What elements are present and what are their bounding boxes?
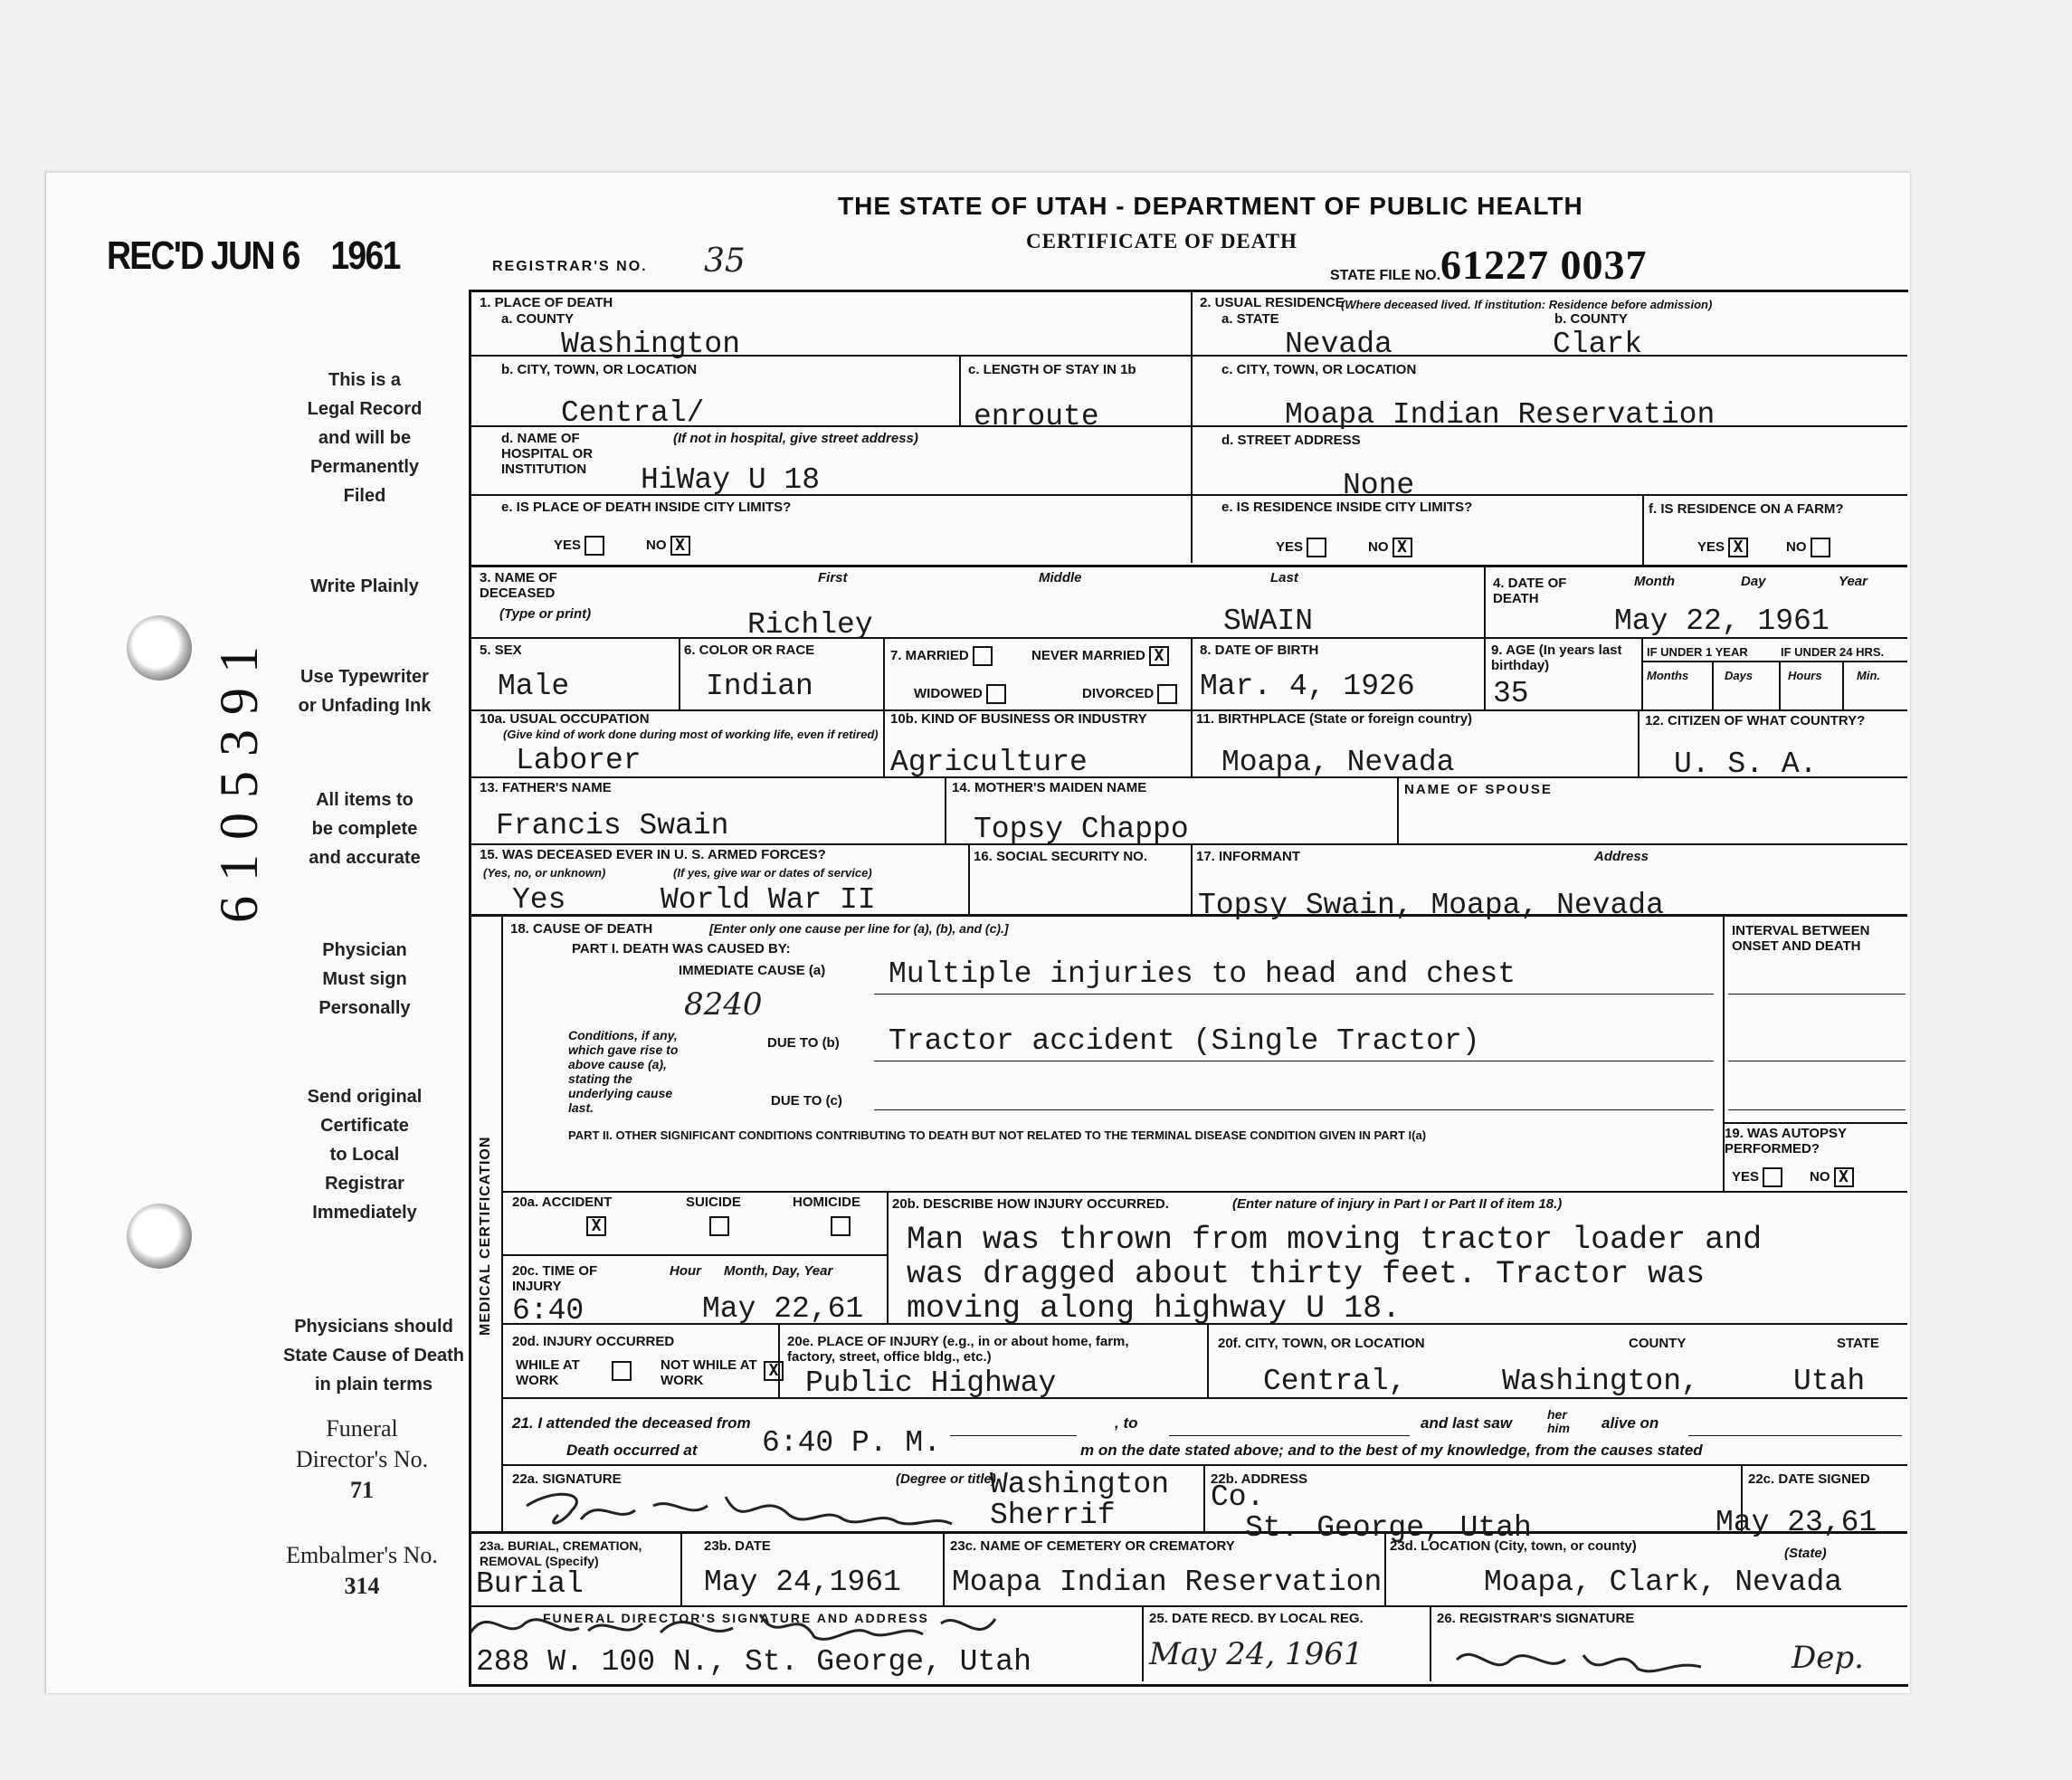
- while-at-work-box[interactable]: [608, 1361, 632, 1381]
- punch-hole-top: [127, 615, 192, 681]
- usual-res-note: (Where deceased lived. If institution: Residence before admission): [1341, 298, 1713, 311]
- length-stay: enroute: [974, 400, 1099, 433]
- first-name: Richley: [747, 608, 873, 642]
- label-injury-city: 20f. CITY, TOWN, OR LOCATION: [1218, 1336, 1425, 1351]
- death-county: Washington: [561, 328, 741, 361]
- autopsy-yes[interactable]: YES: [1732, 1167, 1782, 1187]
- label-place-of-death: 1. PLACE OF DEATH: [480, 295, 613, 310]
- label-describe: 20b. DESCRIBE HOW INJURY OCCURRED.: [892, 1196, 1169, 1212]
- state-file-no: 61227 0037: [1440, 242, 1648, 288]
- married[interactable]: 7. MARRIED: [890, 646, 993, 666]
- armed-service: Yes: [512, 883, 566, 917]
- burial-location: Moapa, Clark, Nevada: [1484, 1566, 1843, 1599]
- cause-b: Tractor accident (Single Tractor): [889, 1024, 1480, 1058]
- label-time-injury: 20c. TIME OF INJURY: [512, 1263, 598, 1294]
- label-location: 23d. LOCATION (City, town, or county): [1390, 1538, 1637, 1554]
- side-note: Physician Must sign Personally: [318, 940, 411, 1018]
- birthplace: Moapa, Nevada: [1221, 746, 1455, 779]
- label-mdy: Month, Day, Year: [724, 1263, 833, 1279]
- label-injury-occurred: 20d. INJURY OCCURRED: [512, 1334, 675, 1349]
- res-city: Moapa Indian Reservation: [1285, 398, 1716, 432]
- label-her-him: her him: [1547, 1407, 1570, 1435]
- side-note: Send original Certificate to Local Registrar Immediately: [307, 1087, 423, 1223]
- label-degree: (Degree or title): [896, 1471, 996, 1487]
- label-months: Months: [1647, 669, 1689, 682]
- occupation: Laborer: [516, 744, 642, 777]
- place-injury: Public Highway: [805, 1366, 1057, 1400]
- label-hour: Hour: [670, 1263, 701, 1279]
- label-cemetery: 23c. NAME OF CEMETERY OR CREMATORY: [950, 1538, 1235, 1554]
- label-mother: 14. MOTHER'S MAIDEN NAME: [952, 780, 1147, 795]
- label-homicide: HOMICIDE: [793, 1195, 860, 1210]
- label-burial: 23a. BURIAL, CREMATION, REMOVAL (Specify): [480, 1538, 642, 1568]
- form-subtitle: CERTIFICATE OF DEATH: [1026, 230, 1297, 252]
- father-name: Francis Swain: [496, 809, 729, 842]
- label-burial-date: 23b. DATE: [704, 1538, 771, 1554]
- injury-city: Central,: [1263, 1365, 1407, 1398]
- widowed[interactable]: WIDOWED: [914, 684, 1006, 704]
- label-alive-on: alive on: [1602, 1414, 1659, 1432]
- registrar-signature: [1448, 1632, 1719, 1687]
- divorced[interactable]: DIVORCED: [1082, 684, 1177, 704]
- farm-no[interactable]: NO: [1786, 538, 1830, 557]
- label-date-death: 4. DATE OF DEATH: [1493, 576, 1567, 606]
- date-signed: May 23,61: [1716, 1506, 1877, 1539]
- label-race: 6. COLOR OR RACE: [684, 643, 815, 658]
- cemetery: Moapa Indian Reservation: [952, 1566, 1383, 1599]
- label-days: Days: [1725, 669, 1754, 682]
- label-usual-res: 2. USUAL RESIDENCE: [1200, 295, 1345, 310]
- label-length-stay: c. LENGTH OF STAY IN 1b: [968, 362, 1136, 377]
- label-suicide: SUICIDE: [686, 1195, 741, 1210]
- punch-hole-bottom: [127, 1204, 192, 1269]
- state-file-label: STATE FILE NO.: [1330, 268, 1441, 283]
- label-last-saw: and last saw: [1421, 1414, 1513, 1432]
- label-place-injury: 20e. PLACE OF INJURY (e.g., in or about home, farm, factory, street, office bldg., etc.): [787, 1334, 1129, 1365]
- label-last: Last: [1270, 570, 1298, 585]
- label-to: , to: [1115, 1414, 1138, 1432]
- describe-line-1: Man was thrown from moving tractor loader and: [907, 1222, 1763, 1258]
- cause-note: [Enter only one cause per line for (a), (b), and (c).]: [709, 921, 1009, 936]
- label-city: b. CITY, TOWN, OR LOCATION: [501, 362, 698, 377]
- label-under24: IF UNDER 24 HRS.: [1781, 645, 1885, 659]
- date-of-birth: Mar. 4, 1926: [1200, 670, 1415, 703]
- hospital-note: (If not in hospital, give street address): [673, 431, 918, 446]
- time-injury: 6:40: [512, 1294, 585, 1328]
- label-registrar-signature: 26. REGISTRAR'S SIGNATURE: [1437, 1611, 1635, 1626]
- label-res-city: c. CITY, TOWN, OR LOCATION: [1221, 362, 1417, 377]
- registrar-no: 35: [704, 243, 746, 280]
- label-farm: f. IS RESIDENCE ON A FARM?: [1649, 501, 1844, 517]
- label-address: Address: [1594, 849, 1649, 864]
- armed-note2: (If yes, give war or dates of service): [673, 866, 872, 880]
- label-injury-county: COUNTY: [1629, 1336, 1687, 1351]
- label-death-at: Death occurred at: [566, 1442, 698, 1459]
- label-county: a. COUNTY: [501, 311, 575, 327]
- signer-address-1: Co.: [1211, 1480, 1265, 1514]
- label-name: 3. NAME OF DECEASED: [480, 570, 557, 601]
- accident[interactable]: 20a. ACCIDENT: [512, 1195, 613, 1210]
- never-married[interactable]: NEVER MARRIED X: [1031, 646, 1169, 666]
- mother-name: Topsy Chappo: [974, 813, 1189, 846]
- label-dob: 8. DATE OF BIRTH: [1200, 643, 1319, 658]
- death-inside-city-yes[interactable]: YES: [554, 536, 604, 556]
- res-county: Clark: [1553, 328, 1643, 361]
- label-date-recd: 25. DATE RECD. BY LOCAL REG.: [1149, 1611, 1364, 1626]
- label-first: First: [818, 570, 848, 585]
- label-min: Min.: [1857, 669, 1880, 682]
- registrar-no-label: REGISTRAR'S NO.: [492, 259, 648, 274]
- signer-title-1: Washington: [990, 1468, 1170, 1501]
- injury-state: Utah: [1793, 1365, 1866, 1398]
- funeral-director-address: 288 W. 100 N., St. George, Utah: [476, 1645, 1031, 1679]
- label-funeral-signature: FUNERAL DIRECTOR'S SIGNATURE AND ADDRESS: [543, 1611, 929, 1625]
- informant: Topsy Swain, Moapa, Nevada: [1198, 889, 1664, 922]
- sex: Male: [498, 670, 570, 703]
- race: Indian: [706, 670, 813, 703]
- autopsy-no[interactable]: NO X: [1810, 1167, 1854, 1187]
- occupation-note: (Give kind of work done during most of working life, even if retired): [503, 728, 879, 741]
- label-due-b: DUE TO (b): [767, 1035, 840, 1051]
- received-stamp: REC'D JUN 6 1961: [107, 233, 400, 278]
- age: 35: [1493, 677, 1529, 710]
- form-title: THE STATE OF UTAH - DEPARTMENT OF PUBLIC HEALTH: [838, 192, 1583, 220]
- signer-address-2: St. George, Utah: [1245, 1511, 1532, 1545]
- label-cause: 18. CAUSE OF DEATH: [510, 921, 653, 937]
- label-occupation: 10a. USUAL OCCUPATION: [480, 711, 650, 727]
- label-ssn: 16. SOCIAL SECURITY NO.: [974, 849, 1147, 864]
- label-date-signed: 22c. DATE SIGNED: [1748, 1471, 1870, 1487]
- not-while-at-work-box[interactable]: X: [760, 1361, 784, 1381]
- street-address: None: [1343, 469, 1415, 502]
- label-day: Day: [1741, 574, 1766, 589]
- funeral-director-no: Funeral Director's No. 71: [295, 1415, 429, 1503]
- death-city: Central/: [561, 396, 705, 430]
- label-middle: Middle: [1039, 570, 1082, 585]
- label-part1: PART I. DEATH WAS CAUSED BY:: [572, 941, 791, 957]
- medical-certification-label: MEDICAL CERTIFICATION: [478, 1136, 493, 1336]
- while-at-work: WHILE AT WORK: [516, 1357, 580, 1388]
- armed-note1: (Yes, no, or unknown): [483, 866, 606, 880]
- label-immediate: IMMEDIATE CAUSE (a): [679, 963, 826, 978]
- label-attended: 21. I attended the deceased from: [512, 1414, 751, 1432]
- label-citizen: 12. CITIZEN OF WHAT COUNTRY?: [1645, 713, 1866, 728]
- accident-box[interactable]: X: [583, 1216, 606, 1236]
- cause-code: 8240: [684, 986, 763, 1023]
- death-inside-city-no[interactable]: NO X: [646, 536, 690, 556]
- label-business: 10b. KIND OF BUSINESS OR INDUSTRY: [890, 711, 1147, 727]
- label-year: Year: [1839, 574, 1868, 589]
- label-hospital: d. NAME OF HOSPITAL OR INSTITUTION: [501, 431, 594, 477]
- signer-title-2: Sherrif: [990, 1499, 1116, 1532]
- embalmer-no: Embalmer's No. 314: [286, 1542, 438, 1599]
- side-note: All items to be complete and accurate: [309, 790, 421, 868]
- side-note: Write Plainly: [310, 576, 419, 596]
- res-inside-city-yes[interactable]: YES: [1276, 538, 1326, 557]
- label-age: 9. AGE (In years last birthday): [1491, 643, 1622, 673]
- war-service: World War II: [661, 883, 876, 917]
- side-note: This is a Legal Record and will be Permanently Filed: [307, 370, 423, 506]
- physician-signature: [518, 1479, 970, 1542]
- label-sig-address: 22b. ADDRESS: [1211, 1471, 1307, 1487]
- label-conditions: Conditions, if any, which gave rise to above cause (a), stating the underlying cause last.: [568, 1028, 679, 1115]
- label-armed: 15. WAS DECEASED EVER IN U. S. ARMED FORCES?: [480, 847, 826, 862]
- label-street: d. STREET ADDRESS: [1221, 433, 1361, 448]
- suicide-box[interactable]: [706, 1216, 729, 1236]
- label-res-inside-city: e. IS RESIDENCE INSIDE CITY LIMITS?: [1221, 500, 1473, 515]
- registrar-suffix: Dep.: [1792, 1640, 1864, 1676]
- describe-line-3: moving along highway U 18.: [907, 1290, 1402, 1327]
- hospital: HiWay U 18: [641, 463, 821, 497]
- label-hours: Hours: [1788, 669, 1822, 682]
- label-sex: 5. SEX: [480, 643, 522, 658]
- farm-yes[interactable]: YES X: [1697, 538, 1748, 557]
- not-while-at-work: NOT WHILE AT WORK: [661, 1357, 757, 1388]
- label-informant: 17. INFORMANT: [1196, 849, 1301, 864]
- homicide-box[interactable]: [827, 1216, 851, 1236]
- describe-note: (Enter nature of injury in Part I or Part II of item 18.): [1232, 1196, 1563, 1212]
- side-note: Physicians should State Cause of Death in plain terms: [282, 1317, 465, 1394]
- res-inside-city-no[interactable]: NO X: [1368, 538, 1412, 557]
- label-under1: IF UNDER 1 YEAR: [1647, 645, 1748, 659]
- label-on-date: m on the date stated above; and to the best of my knowledge, from the causes stated: [1080, 1442, 1703, 1459]
- label-part2: PART II. OTHER SIGNIFICANT CONDITIONS CONTRIBUTING TO DEATH BUT NOT RELATED TO THE TERMINAL DISEASE CONDITION GIVEN IN PART I(a): [568, 1128, 1427, 1142]
- date-received: May 24, 1961: [1149, 1636, 1364, 1672]
- label-injury-state: STATE: [1837, 1336, 1879, 1351]
- side-note: Use Typewriter or Unfading Ink: [298, 667, 432, 716]
- date-of-death: May 22, 1961: [1614, 604, 1830, 638]
- death-time: 6:40 P. M.: [762, 1426, 942, 1460]
- label-inside-city: e. IS PLACE OF DEATH INSIDE CITY LIMITS?: [501, 500, 792, 515]
- label-signature: 22a. SIGNATURE: [512, 1471, 622, 1487]
- label-res-county: b. COUNTY: [1554, 311, 1628, 327]
- business: Agriculture: [890, 746, 1088, 779]
- injury-county: Washington,: [1502, 1365, 1699, 1398]
- citizen: U. S. A.: [1674, 747, 1818, 781]
- res-state: Nevada: [1285, 328, 1392, 361]
- label-spouse: NAME OF SPOUSE: [1404, 782, 1553, 797]
- label-interval: INTERVAL BETWEEN ONSET AND DEATH: [1732, 923, 1870, 954]
- burial: Burial: [476, 1567, 584, 1601]
- vertical-file-number: 6105391: [209, 632, 269, 923]
- label-birthplace: 11. BIRTHPLACE (State or foreign country): [1196, 711, 1473, 727]
- describe-line-2: was dragged about thirty feet. Tractor was: [907, 1256, 1706, 1292]
- label-state2: (State): [1784, 1546, 1827, 1561]
- label-month: Month: [1634, 574, 1675, 589]
- injury-date: May 22,61: [702, 1292, 864, 1326]
- name-note: (Type or print): [499, 606, 592, 622]
- last-name: SWAIN: [1223, 604, 1314, 638]
- cause-a: Multiple injuries to head and chest: [889, 957, 1516, 991]
- label-father: 13. FATHER'S NAME: [480, 780, 612, 795]
- burial-date: May 24,1961: [704, 1566, 901, 1599]
- label-due-c: DUE TO (c): [771, 1093, 842, 1109]
- label-autopsy: 19. WAS AUTOPSY PERFORMED?: [1725, 1126, 1847, 1157]
- label-state: a. STATE: [1221, 311, 1279, 327]
